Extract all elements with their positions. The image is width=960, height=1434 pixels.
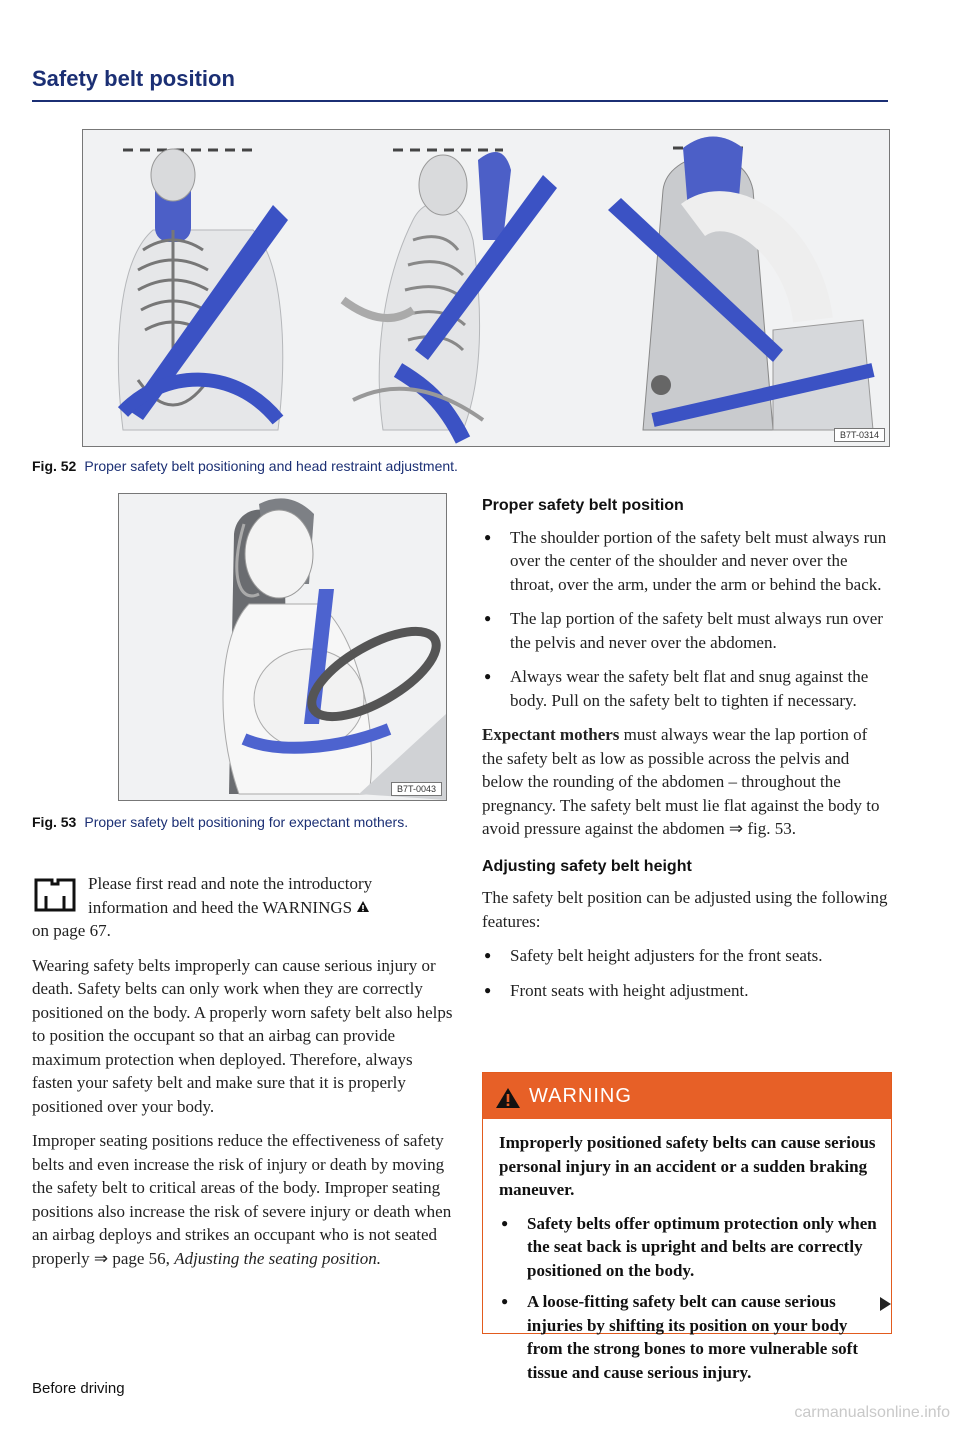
expectant-mother-drawing bbox=[119, 494, 446, 800]
belt-positions-drawing bbox=[83, 130, 889, 446]
figure-52-number: Fig. 52 bbox=[32, 458, 77, 474]
left-column bbox=[32, 872, 456, 1281]
figure-53-code: B7T-0043 bbox=[391, 782, 442, 796]
figure-53-caption bbox=[32, 812, 432, 833]
paragraph-improper-wearing: Wearing safety belts improperly can cause serious injury or death. Safety belts can only work when they are correctly positioned on the body. A properly worn safety belt also helps to position the occupant so that an airbag can provide maximum protection when deployed. Therefore, always fasten your safety belt and make sure that it is properly positioned over your body. bbox=[32, 955, 453, 1116]
warning-body bbox=[483, 1119, 891, 1384]
paragraph-expectant-mothers bbox=[482, 723, 892, 841]
list-item: ● The lap portion of the safety belt must always run over the pelvis and never over the abdomen. bbox=[482, 607, 892, 654]
figure-52-caption-text: Proper safety belt positioning and head restraint adjustment. bbox=[84, 458, 458, 474]
list-item: ● Always wear the safety belt flat and snug against the body. Pull on the safety belt to tighten if necessary. bbox=[482, 665, 892, 712]
watermark: carmanualsonline.info bbox=[794, 1404, 950, 1421]
expectant-mothers-label: Expectant mothers bbox=[482, 725, 620, 744]
heading-proper-position: Proper safety belt position bbox=[482, 497, 684, 514]
warning-triangle-icon bbox=[356, 900, 370, 913]
paragraph-seating-positions bbox=[32, 1129, 456, 1270]
figure-52-illustration bbox=[82, 129, 890, 447]
adjust-features-list bbox=[482, 944, 892, 1002]
figure-52-code: B7T-0314 bbox=[834, 428, 885, 442]
expectant-mothers-text: must always wear the lap portion of the safety belt as low as possible across the pelvis and below the rounding of the abdomen – throughout the pregnancy. The safety belt must lie flat against the body to avoid pressure against the abdomen ⇒ fig. 53. bbox=[482, 725, 880, 838]
warning-title: WARNING bbox=[529, 1085, 632, 1107]
note-line-1: Please first read and note the introductory bbox=[88, 874, 373, 893]
list-item: ● A loose-fitting safety belt can cause serious injuries by shifting its position on your body from the strong bones to more vulnerable soft tissue and cause serious injury. bbox=[499, 1290, 877, 1384]
warning-list bbox=[499, 1212, 877, 1385]
note-line-2: information and heed the WARNINGS bbox=[88, 897, 353, 917]
figure-53-caption-text: Proper safety belt positioning for expectant mothers. bbox=[84, 814, 409, 830]
list-item: ● Front seats with height adjustment. bbox=[482, 979, 892, 1003]
list-item: ● Safety belt height adjusters for the front seats. bbox=[482, 944, 892, 968]
figure-53-number: Fig. 53 bbox=[32, 814, 77, 830]
warning-box bbox=[482, 1072, 892, 1382]
list-item: ● Safety belts offer optimum protection only when the seat back is upright and belts are correctly positioned on the body. bbox=[499, 1212, 877, 1283]
seating-positions-text: Improper seating positions reduce the effectiveness of safety belts and even increase the risk of injury or death by moving the safety belt to critical areas of the body. Improper seating positions also increase the risk of severe injury or death when an airbag deploys and strikes an occupant who is not seated properly ⇒ page 56, bbox=[32, 1131, 452, 1268]
note-line-3: on page 67. bbox=[32, 921, 111, 940]
proper-position-list bbox=[482, 526, 892, 713]
warning-intro: Improperly positioned safety belts can cause serious personal injury in an accident or a sudden braking maneuver. bbox=[499, 1133, 876, 1199]
right-column bbox=[482, 494, 892, 1013]
list-item: ● The shoulder portion of the safety belt must always run over the center of the shoulder and never over the throat, over the arm, under the arm or behind the back. bbox=[482, 526, 892, 597]
warning-triangle-icon bbox=[495, 1087, 521, 1109]
heading-adjusting-height: Adjusting safety belt height bbox=[482, 857, 692, 875]
seating-position-link[interactable]: Adjusting the seating position. bbox=[174, 1248, 382, 1268]
title-rule bbox=[32, 100, 888, 102]
footer-section: Before driving bbox=[32, 1380, 125, 1397]
book-icon bbox=[32, 874, 78, 916]
page-title: Safety belt position bbox=[32, 66, 235, 91]
figure-52-caption bbox=[32, 456, 892, 477]
intro-note bbox=[32, 872, 456, 943]
continue-arrow-icon bbox=[880, 1297, 891, 1311]
warning-header bbox=[483, 1073, 891, 1119]
figure-53-illustration bbox=[118, 493, 447, 801]
paragraph-adjust-intro: The safety belt position can be adjusted using the following features: bbox=[482, 888, 888, 931]
